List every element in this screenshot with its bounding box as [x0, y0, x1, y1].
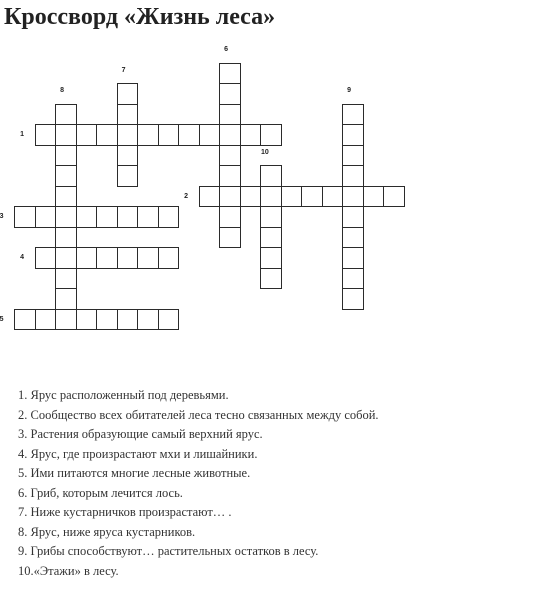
- grid-cell[interactable]: [260, 247, 282, 269]
- grid-cell[interactable]: [76, 309, 98, 331]
- grid-cell[interactable]: [342, 227, 364, 249]
- grid-cell[interactable]: [117, 309, 139, 331]
- grid-cell[interactable]: [76, 124, 98, 146]
- grid-cell[interactable]: [342, 145, 364, 167]
- grid-cell[interactable]: [117, 165, 139, 187]
- grid-cell[interactable]: [117, 206, 139, 228]
- grid-cell[interactable]: [96, 247, 118, 269]
- grid-cell[interactable]: [137, 247, 159, 269]
- clue-number-1: 1: [20, 131, 25, 139]
- grid-cell[interactable]: [219, 63, 241, 85]
- grid-cell[interactable]: [178, 124, 200, 146]
- clue-4: 4. Ярус, где произрастают мхи и лишайники.: [18, 446, 258, 461]
- grid-cell[interactable]: [55, 145, 77, 167]
- grid-cell[interactable]: [117, 83, 139, 105]
- grid-cell[interactable]: [342, 288, 364, 310]
- clue-8: 8. Ярус, ниже яруса кустарников.: [18, 524, 196, 539]
- grid-cell[interactable]: [199, 124, 221, 146]
- clue-number-3: 3: [0, 213, 4, 221]
- grid-cell[interactable]: [260, 227, 282, 249]
- grid-cell[interactable]: [76, 247, 98, 269]
- clue-list: [18, 386, 379, 581]
- grid-cell[interactable]: [55, 288, 77, 310]
- grid-cell[interactable]: [342, 206, 364, 228]
- clue-9: 9. Грибы способствуют… растительных остатков в лесу.: [18, 544, 319, 558]
- grid-cell[interactable]: [137, 124, 159, 146]
- grid-cell[interactable]: [14, 206, 36, 228]
- grid-cell[interactable]: [260, 165, 282, 187]
- grid-cell[interactable]: [219, 124, 241, 146]
- clue-number-7: 7: [121, 66, 126, 74]
- grid-cell[interactable]: [55, 268, 77, 290]
- grid-cell[interactable]: [342, 268, 364, 290]
- grid-cell[interactable]: [219, 165, 241, 187]
- grid-cell[interactable]: [35, 206, 57, 228]
- grid-cell[interactable]: [14, 309, 36, 331]
- clue-number-9: 9: [347, 87, 352, 95]
- grid-cell[interactable]: [117, 124, 139, 146]
- grid-cell[interactable]: [260, 268, 282, 290]
- clue-number-6: 6: [224, 46, 229, 54]
- grid-cell[interactable]: [219, 227, 241, 249]
- grid-cell[interactable]: [137, 206, 159, 228]
- clue-6: 6. Гриб, которым лечится лось.: [18, 485, 183, 500]
- grid-cell[interactable]: [260, 186, 282, 208]
- clue-number-5: 5: [0, 315, 4, 323]
- clue-2: 2. Сообщество всех обитателей леса тесно связанных между собой.: [18, 407, 379, 422]
- grid-cell[interactable]: [342, 124, 364, 146]
- grid-cell[interactable]: [240, 186, 262, 208]
- clue-10: 10.«Этажи» в лесу.: [18, 563, 119, 578]
- grid-cell[interactable]: [342, 247, 364, 269]
- grid-cell[interactable]: [158, 124, 180, 146]
- grid-cell[interactable]: [117, 247, 139, 269]
- grid-cell[interactable]: [219, 83, 241, 105]
- grid-cell[interactable]: [219, 104, 241, 126]
- grid-cell[interactable]: [219, 206, 241, 228]
- grid-cell[interactable]: [301, 186, 323, 208]
- grid-cell[interactable]: [219, 145, 241, 167]
- grid-cell[interactable]: [55, 124, 77, 146]
- clue-7: 7. Ниже кустарничков произрастают… .: [18, 505, 232, 519]
- clue-number-4: 4: [20, 254, 25, 262]
- grid-cell[interactable]: [383, 186, 405, 208]
- grid-cell[interactable]: [363, 186, 385, 208]
- grid-cell[interactable]: [35, 247, 57, 269]
- grid-cell[interactable]: [55, 206, 77, 228]
- page-title: Кроссворд «Жизнь леса»: [4, 4, 276, 30]
- clue-5: 5. Ими питаются многие лесные животные.: [18, 466, 251, 480]
- grid-cell[interactable]: [158, 206, 180, 228]
- grid-cell[interactable]: [158, 247, 180, 269]
- grid-cell[interactable]: [76, 206, 98, 228]
- grid-cell[interactable]: [322, 186, 344, 208]
- grid-cell[interactable]: [35, 124, 57, 146]
- grid-cell[interactable]: [117, 104, 139, 126]
- grid-cell[interactable]: [55, 186, 77, 208]
- grid-cell[interactable]: [96, 206, 118, 228]
- grid-cell[interactable]: [55, 165, 77, 187]
- clue-1: 1. Ярус расположенный под деревьями.: [18, 388, 229, 402]
- grid-cell[interactable]: [117, 145, 139, 167]
- clue-number-10: 10: [261, 148, 269, 156]
- grid-cell[interactable]: [96, 124, 118, 146]
- grid-cell[interactable]: [158, 309, 180, 331]
- grid-cell[interactable]: [342, 186, 364, 208]
- grid-cell[interactable]: [342, 165, 364, 187]
- grid-cell[interactable]: [96, 309, 118, 331]
- clue-number-2: 2: [184, 192, 189, 200]
- grid-cell[interactable]: [281, 186, 303, 208]
- grid-cell[interactable]: [260, 206, 282, 228]
- grid-cell[interactable]: [137, 309, 159, 331]
- clue-3: 3. Растения образующие самый верхний ярус.: [18, 427, 263, 441]
- grid-cell[interactable]: [342, 104, 364, 126]
- grid-cell[interactable]: [55, 309, 77, 331]
- grid-cell[interactable]: [55, 104, 77, 126]
- grid-cell[interactable]: [55, 247, 77, 269]
- grid-cell[interactable]: [240, 124, 262, 146]
- clue-number-8: 8: [60, 87, 65, 95]
- grid-cell[interactable]: [35, 309, 57, 331]
- grid-cell[interactable]: [260, 124, 282, 146]
- grid-cell[interactable]: [55, 227, 77, 249]
- grid-cell[interactable]: [199, 186, 221, 208]
- grid-cell[interactable]: [219, 186, 241, 208]
